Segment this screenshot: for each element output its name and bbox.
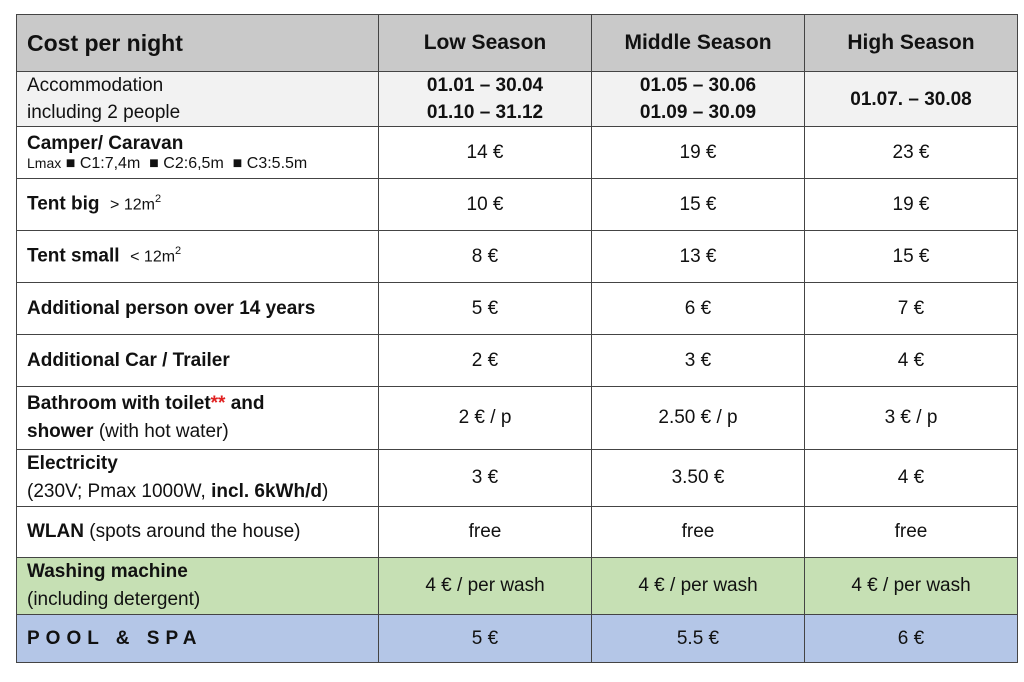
- price-high: 19 €: [805, 179, 1018, 231]
- tent-small-label: Tent small: [27, 245, 120, 267]
- additional-person-label: Additional person over 14 years: [17, 283, 379, 335]
- length-c3: C3:5.5m: [246, 154, 308, 172]
- row-label: [17, 127, 379, 179]
- price-low: 3 €: [379, 450, 592, 507]
- unit-exponent: 2: [154, 193, 162, 206]
- price-low: 5 €: [379, 615, 592, 663]
- price-middle: 19 €: [592, 127, 805, 179]
- bathroom-label: Bathroom with toilet: [27, 393, 211, 414]
- price-high: free: [805, 507, 1018, 558]
- header-cost-per-night: Cost per night: [17, 15, 379, 72]
- row-label: [17, 450, 379, 507]
- table-row-washing-machine: [17, 558, 1018, 615]
- price-middle: 3 €: [592, 335, 805, 387]
- square-bullet-icon: ■: [65, 154, 76, 172]
- price-high: 4 €: [805, 450, 1018, 507]
- price-low: free: [379, 507, 592, 558]
- pool-spa-label: POOL & SPA: [17, 615, 379, 663]
- accommodation-label: Accommodation: [27, 75, 164, 96]
- table-row-additional-person: [17, 283, 1018, 335]
- table-row-accommodation: [17, 72, 1018, 127]
- price-middle: 5.5 €: [592, 615, 805, 663]
- date-range: 01.10 – 31.12: [426, 102, 544, 123]
- price-high: 23 €: [805, 127, 1018, 179]
- date-range: 01.05 – 30.06: [639, 75, 757, 96]
- square-bullet-icon: ■: [232, 154, 243, 172]
- camper-label: Camper/ Caravan: [27, 132, 184, 154]
- low-season-dates: [379, 72, 592, 127]
- price-high: 7 €: [805, 283, 1018, 335]
- table-row-electricity: [17, 450, 1018, 507]
- washing-label: Washing machine: [27, 561, 188, 582]
- tent-big-size: > 12m: [110, 196, 155, 214]
- bathroom-line2: [27, 418, 378, 446]
- price-high: 6 €: [805, 615, 1018, 663]
- price-middle: 3.50 €: [592, 450, 805, 507]
- wlan-label: WLAN: [27, 521, 84, 542]
- table-row-tent-small: [17, 231, 1018, 283]
- table-row-additional-car: [17, 335, 1018, 387]
- price-middle: 4 € / per wash: [592, 558, 805, 615]
- electricity-detail: [27, 478, 378, 506]
- row-label: [17, 72, 379, 127]
- row-label: [17, 387, 379, 450]
- table-row-bathroom: [17, 387, 1018, 450]
- price-middle: 2.50 € / p: [592, 387, 805, 450]
- wlan-detail: (spots around the house): [89, 521, 301, 542]
- price-high: 15 €: [805, 231, 1018, 283]
- price-high: 4 € / per wash: [805, 558, 1018, 615]
- accommodation-sublabel: including 2 people: [27, 102, 181, 123]
- electricity-label: Electricity: [27, 453, 118, 474]
- tent-big-label: Tent big: [27, 193, 100, 215]
- tent-small-size: < 12m: [130, 248, 176, 266]
- electricity-paren: ): [321, 481, 329, 502]
- bathroom-label-and: and: [230, 393, 265, 414]
- bathroom-label-shower: shower: [27, 421, 94, 442]
- camper-lengths: [27, 155, 378, 173]
- footnote-stars: **: [210, 393, 226, 414]
- price-high: 4 €: [805, 335, 1018, 387]
- date-range: 01.09 – 30.09: [639, 102, 757, 123]
- price-middle: 15 €: [592, 179, 805, 231]
- electricity-spec: (230V; Pmax 1000W,: [27, 481, 206, 502]
- header-high-season: High Season: [805, 15, 1018, 72]
- square-bullet-icon: ■: [149, 154, 159, 172]
- price-middle: free: [592, 507, 805, 558]
- price-table: [16, 14, 1018, 663]
- price-middle: 13 €: [592, 231, 805, 283]
- table-row-tent-big: [17, 179, 1018, 231]
- table-row-pool-spa: [17, 615, 1018, 663]
- price-low: 5 €: [379, 283, 592, 335]
- price-low: 2 €: [379, 335, 592, 387]
- price-middle: 6 €: [592, 283, 805, 335]
- washing-detail: (including detergent): [27, 589, 201, 610]
- row-label: [17, 507, 379, 558]
- high-season-dates: 01.07. – 30.08: [805, 72, 1018, 127]
- price-low: 8 €: [379, 231, 592, 283]
- table-row-camper: [17, 127, 1018, 179]
- table-header-row: [17, 15, 1018, 72]
- header-low-season: Low Season: [379, 15, 592, 72]
- unit-exponent: 2: [175, 245, 182, 258]
- header-middle-season: Middle Season: [592, 15, 805, 72]
- row-label: [17, 558, 379, 615]
- price-low: 2 € / p: [379, 387, 592, 450]
- price-low: 14 €: [379, 127, 592, 179]
- price-low: 10 €: [379, 179, 592, 231]
- middle-season-dates: [592, 72, 805, 127]
- additional-car-label: Additional Car / Trailer: [17, 335, 379, 387]
- row-label: [17, 231, 379, 283]
- table-row-wlan: [17, 507, 1018, 558]
- row-label: [17, 179, 379, 231]
- length-c2: C2:6,5m: [163, 154, 224, 172]
- bathroom-line1: [27, 390, 378, 418]
- electricity-included: incl. 6kWh/d: [211, 481, 322, 502]
- price-low: 4 € / per wash: [379, 558, 592, 615]
- bathroom-detail: (with hot water): [98, 421, 229, 442]
- date-range: 01.01 – 30.04: [426, 75, 544, 96]
- length-c1: C1:7,4m: [79, 154, 141, 172]
- price-high: 3 € / p: [805, 387, 1018, 450]
- lmax-label: Lmax: [27, 154, 62, 171]
